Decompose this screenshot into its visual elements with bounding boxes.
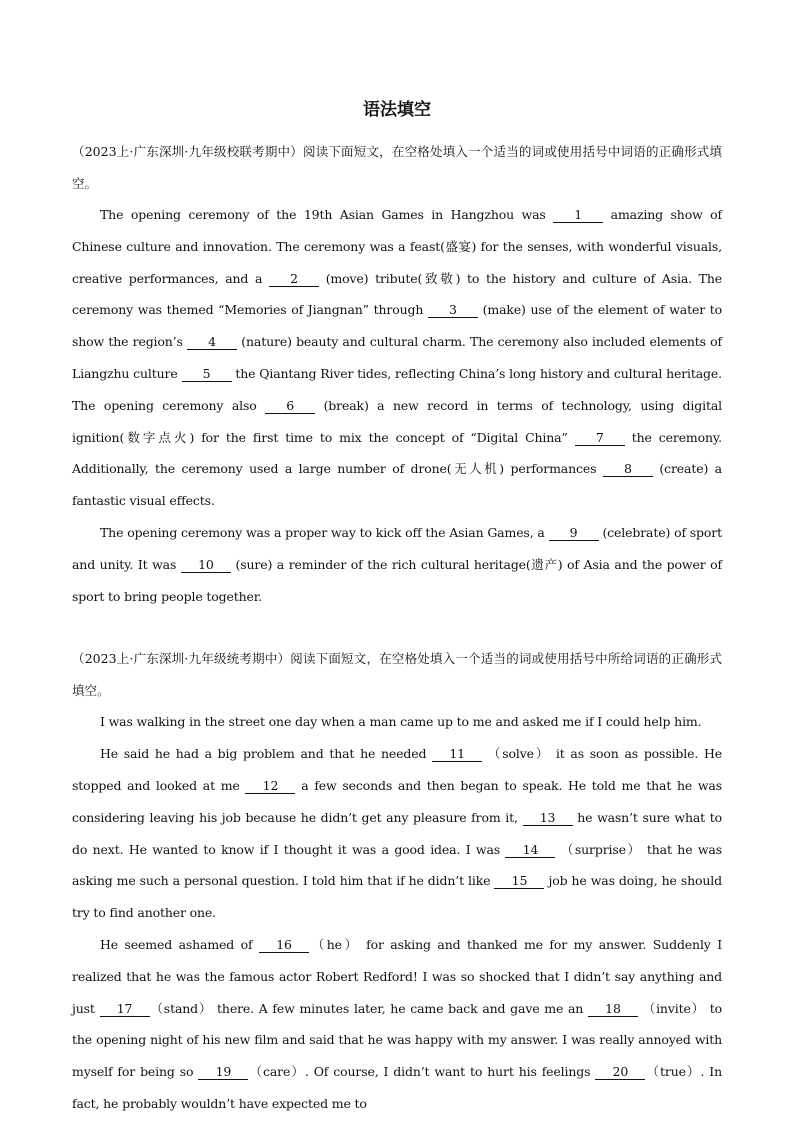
text-run: (move) tribute(致敬) to the history and culture of Asia. The ceremony was themed “Memories of Jiangnan” through <box>72 270 723 318</box>
text-run: The opening ceremony of the 19th Asian Games in Hangzhou was <box>100 207 554 222</box>
text-run: (sure) a reminder of the rich cultural heritage(遗产) of Asia and the power of sport to bring people together. <box>72 556 722 604</box>
answer-blank[interactable]: 12 <box>245 779 295 794</box>
text-run: (make) use of the element of water to show the region’s <box>72 302 722 350</box>
answer-blank[interactable]: 18 <box>588 1002 638 1017</box>
answer-blank[interactable]: 19 <box>198 1065 248 1080</box>
text-run: （stand） there. A few minutes later, he came back and gave me an <box>149 1000 588 1016</box>
passage-paragraph <box>72 199 722 517</box>
answer-blank[interactable]: 15 <box>494 874 544 889</box>
answer-blank[interactable]: 10 <box>181 558 231 573</box>
answer-blank[interactable]: 1 <box>553 208 603 223</box>
answer-blank[interactable]: 11 <box>432 747 482 762</box>
text-run: job he was doing, he should try to find another one. <box>72 873 722 921</box>
text-run: （true）. In fact, he probably wouldn’t have expected me to <box>72 1064 722 1111</box>
text-run: （care）. Of course, I didn’t want to hurt his feelings <box>248 1064 596 1080</box>
answer-blank[interactable]: 14 <box>505 843 555 858</box>
text-run: amazing show of Chinese culture and innovation. The ceremony was a feast(盛宴) for the senses, with wonderful visuals, creative performances, and a <box>72 207 722 286</box>
section-spacer <box>72 612 722 643</box>
document-page <box>72 96 722 1120</box>
text-run: the ceremony. Additionally, the ceremony used a large number of drone(无人机) performances <box>72 429 722 477</box>
source-instruction: （2023上·广东深圳·九年级校联考期中）阅读下面短文，在空格处填入一个适当的词或使用括号中词语的正确形式填空。 <box>72 144 722 191</box>
passage-section-2 <box>72 643 722 1119</box>
passage-paragraph <box>72 517 722 612</box>
text-run: The opening ceremony was a proper way to kick off the Asian Games, a <box>100 524 549 540</box>
source-instruction: （2023上·广东深圳·九年级统考期中）阅读下面短文，在空格处填入一个适当的词或使用括号中所给词语的正确形式填空。 <box>72 651 722 698</box>
answer-blank[interactable]: 6 <box>265 399 315 414</box>
page-title: 语法填空 <box>363 100 431 120</box>
text-run: the Qiantang River tides, reflecting China’s long history and cultural heritage. The opening ceremony also <box>72 365 722 413</box>
text-run: （surprise） that he was asking me such a personal question. I told him that if he didn’t like <box>72 841 722 889</box>
text-run: (celebrate) of sport and unity. It was <box>72 524 722 572</box>
text-run: he wasn’t sure what to do next. He wanted to know if I thought it was a good idea. I was <box>72 809 722 857</box>
answer-blank[interactable]: 8 <box>603 462 653 477</box>
text-run: （he） for asking and thanked me for my answer. Suddenly I realized that he was the famous actor Robert Redford! I was so shocked that I didn’t say anything and just <box>72 936 722 1016</box>
text-run: （invite） to the opening night of his new film and said that he was happy with my answer. I was really annoyed with myself for being so <box>72 1000 722 1080</box>
text-run: He said he had a big problem and that he needed <box>100 746 433 762</box>
text-run: I was walking in the street one day when a man came up to me and asked me if I could help him. <box>100 714 702 730</box>
answer-blank[interactable]: 16 <box>259 938 309 953</box>
passage-paragraph <box>72 706 722 738</box>
answer-blank[interactable]: 17 <box>100 1002 150 1017</box>
text-run: (create) a fantastic visual effects. <box>72 461 722 509</box>
text-run: He seemed ashamed of <box>100 936 260 952</box>
text-run: a few seconds and then began to speak. He told me that he was considering leaving his job because he didn’t get any pleasure from it, <box>72 777 722 825</box>
answer-blank[interactable]: 4 <box>187 335 237 350</box>
answer-blank[interactable]: 20 <box>595 1065 645 1080</box>
passage-paragraph <box>72 738 722 929</box>
text-run: （solve） it as soon as possible. He stopped and looked at me <box>72 746 722 793</box>
answer-blank[interactable]: 9 <box>549 526 599 541</box>
answer-blank[interactable]: 13 <box>523 811 573 826</box>
answer-blank[interactable]: 5 <box>182 367 232 382</box>
text-run: (break) a new record in terms of technology, using digital ignition(数字点火) for the first time to mix the concept of “Digital China” <box>72 397 722 445</box>
answer-blank[interactable]: 3 <box>428 303 478 318</box>
passage-section-1 <box>72 136 722 612</box>
answer-blank[interactable]: 7 <box>575 431 625 446</box>
answer-blank[interactable]: 2 <box>269 272 319 287</box>
passage-paragraph <box>72 929 722 1120</box>
text-run: (nature) beauty and cultural charm. The ceremony also included elements of Liangzhu culture <box>72 334 722 381</box>
